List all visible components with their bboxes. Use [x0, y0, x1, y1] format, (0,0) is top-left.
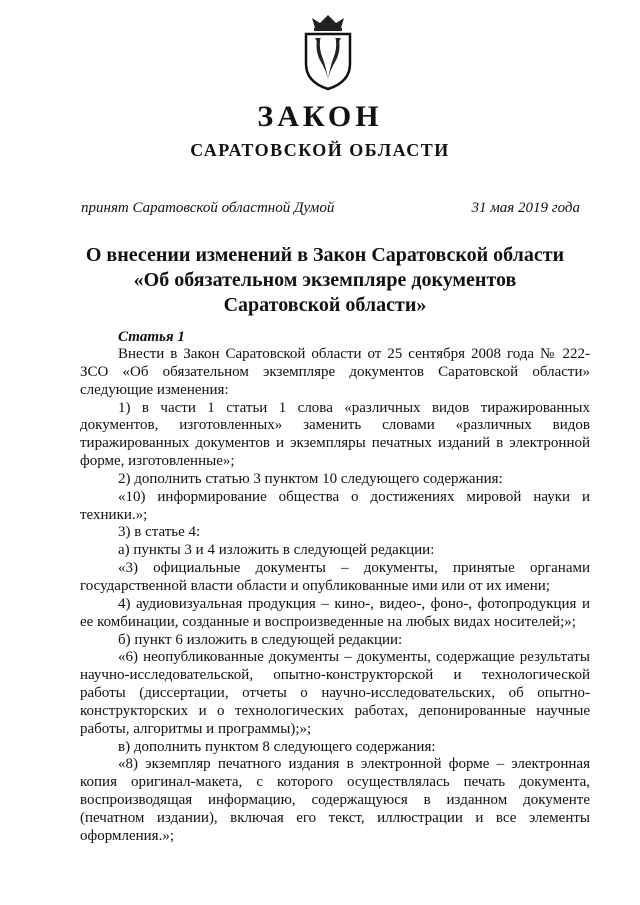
- article-paragraph: 3) в статье 4:: [118, 524, 201, 541]
- article-paragraph: а) пункты 3 и 4 изложить в следующей редакции:: [118, 542, 435, 559]
- article-paragraph: 2) дополнить статью 3 пунктом 10 следующего содержания:: [118, 470, 503, 487]
- document-heading-line: «Об обязательном экземпляре документов: [133, 269, 517, 291]
- article-paragraph: б) пункт 6 изложить в следующей редакции:: [118, 631, 403, 648]
- article-paragraph: «10) информирование общества о достижениях мировой науки и техники.»;: [80, 488, 590, 523]
- adopted-by: принят Саратовской областной Думой: [81, 200, 335, 216]
- saratov-coat-of-arms-icon: [299, 12, 357, 92]
- article-paragraph: Внести в Закон Саратовской области от 25 сентября 2008 года № 222-ЗСО «Об обязательном экземпляре документов Саратовской области» следующие изменения:: [80, 346, 590, 398]
- law-subtitle: САРАТОВСКОЙ ОБЛАСТИ: [190, 140, 450, 160]
- document-heading-line: О внесении изменений в Закон Саратовской области: [85, 244, 565, 266]
- article-paragraph: 4) аудиовизуальная продукция – кино-, видео-, фоно-, фотопродукция и ее комбинации, созданные и воспроизведенные на любых видах носителей;»;: [80, 595, 590, 630]
- article-body: [80, 346, 590, 846]
- article-paragraph: «6) неопубликованные документы – документы, содержащие результаты научно-исследовательской, опытно-конструкторской и технологической работы (диссертации, отчеты о научно-исследовательских, об опытно-конструкторских и о технологических работах, депонированные научные работы, алгоритмы и программы);»;: [80, 649, 590, 737]
- article-title: Статья 1: [118, 329, 185, 345]
- article-paragraph: «3) официальные документы – документы, принятые органами государственной власти области и опубликованные ими или от их имени;: [80, 560, 590, 594]
- law-title: ЗАКОН: [257, 100, 383, 133]
- article-paragraph: в) дополнить пунктом 8 следующего содержания:: [118, 738, 436, 755]
- article-paragraph: 1) в части 1 статьи 1 слова «различных видов тиражированных документов, изготовленных» заменить словами «различных видов тиражированных документов и экземпляры печатных изданий в электронной форме, изготовленные»;: [80, 399, 590, 470]
- adopted-date: 31 мая 2019 года: [471, 200, 580, 216]
- document-heading-line: Саратовской области»: [223, 294, 427, 316]
- article-paragraph: «8) экземпляр печатного издания в электронной форме – электронная копия оригинал-макета, с которого осуществлялась печать документа, воспроизводящая информацию, содержащуюся в изданном документе (печатном издании), включая его текст, иллюстрации и все элементы оформления.»;: [80, 756, 590, 844]
- document-heading: [60, 243, 590, 318]
